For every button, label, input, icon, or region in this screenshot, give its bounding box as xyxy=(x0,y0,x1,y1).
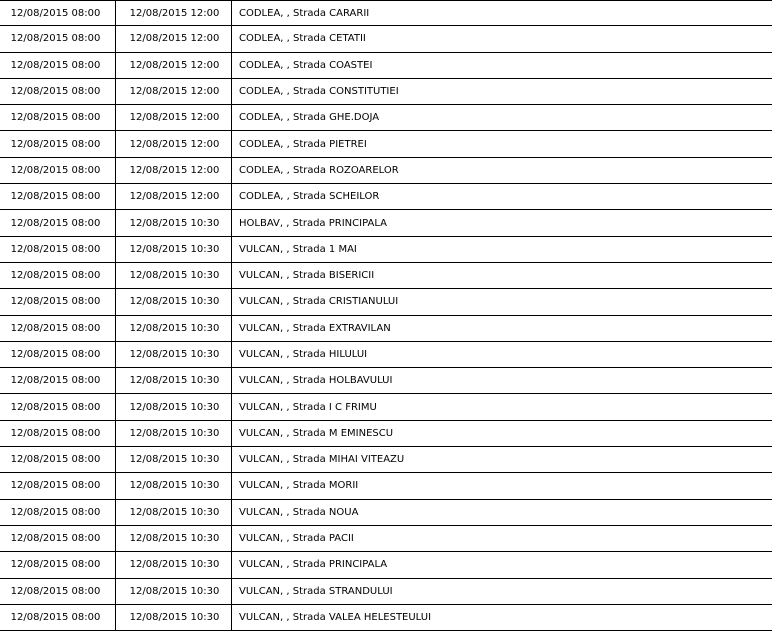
start-time-cell: 12/08/2015 08:00 xyxy=(0,263,116,288)
table-row xyxy=(0,552,772,578)
end-time-cell: 12/08/2015 10:30 xyxy=(116,447,232,472)
table-row xyxy=(0,421,772,447)
end-time-cell: 12/08/2015 10:30 xyxy=(116,316,232,341)
location-cell: CODLEA, , Strada CONSTITUTIEI xyxy=(239,86,399,98)
start-time-cell: 12/08/2015 08:00 xyxy=(0,605,116,630)
table-row xyxy=(0,53,772,79)
table-row xyxy=(0,500,772,526)
location-cell: VULCAN, , Strada EXTRAVILAN xyxy=(239,322,391,334)
end-time-cell: 12/08/2015 12:00 xyxy=(116,26,232,51)
start-time-cell: 12/08/2015 08:00 xyxy=(0,105,116,130)
location-cell: VULCAN, , Strada 1 MAI xyxy=(239,243,357,255)
start-time-cell: 12/08/2015 08:00 xyxy=(0,421,116,446)
table-row xyxy=(0,0,772,26)
start-time-cell: 12/08/2015 08:00 xyxy=(0,1,116,25)
start-time-cell: 12/08/2015 08:00 xyxy=(0,342,116,367)
location-cell: CODLEA, , Strada CETATII xyxy=(239,33,366,45)
end-time-cell: 12/08/2015 10:30 xyxy=(116,210,232,235)
start-time-cell: 12/08/2015 08:00 xyxy=(0,184,116,209)
start-time-cell: 12/08/2015 08:00 xyxy=(0,552,116,577)
end-time-cell: 12/08/2015 12:00 xyxy=(116,105,232,130)
start-time-cell: 12/08/2015 08:00 xyxy=(0,79,116,104)
end-time-cell: 12/08/2015 10:30 xyxy=(116,289,232,314)
end-time-cell: 12/08/2015 10:30 xyxy=(116,342,232,367)
start-time-cell: 12/08/2015 08:00 xyxy=(0,158,116,183)
table-row xyxy=(0,605,772,631)
location-cell: CODLEA, , Strada COASTEI xyxy=(239,59,373,71)
table-row xyxy=(0,131,772,157)
table-row xyxy=(0,289,772,315)
start-time-cell: 12/08/2015 08:00 xyxy=(0,394,116,419)
location-cell: VULCAN, , Strada HILULUI xyxy=(239,349,368,360)
location-cell: VULCAN, , Strada MORII xyxy=(239,480,359,492)
end-time-cell: 12/08/2015 12:00 xyxy=(116,1,232,25)
table-row xyxy=(0,26,772,52)
location-cell: HOLBAV, , Strada PRINCIPALA xyxy=(239,217,387,229)
start-time-cell: 12/08/2015 08:00 xyxy=(0,26,116,51)
start-time-cell: 12/08/2015 08:00 xyxy=(0,579,116,604)
end-time-cell: 12/08/2015 10:30 xyxy=(116,526,232,551)
table-row xyxy=(0,526,772,552)
location-cell: VULCAN, , Strada BISERICII xyxy=(239,270,375,282)
location-cell: VULCAN, , Strada CRISTIANULUI xyxy=(239,296,399,308)
location-cell: CODLEA, , Strada GHE.DOJA xyxy=(239,112,380,124)
end-time-cell: 12/08/2015 10:30 xyxy=(116,552,232,577)
location-cell: VULCAN, , Strada NOUA xyxy=(239,506,359,518)
table-row xyxy=(0,368,772,394)
location-cell: VULCAN, , Strada MIHAI VITEAZU xyxy=(239,454,405,466)
end-time-cell: 12/08/2015 12:00 xyxy=(116,184,232,209)
start-time-cell: 12/08/2015 08:00 xyxy=(0,500,116,525)
table-row xyxy=(0,316,772,342)
end-time-cell: 12/08/2015 12:00 xyxy=(116,79,232,104)
location-cell: VULCAN, , Strada M EMINESCU xyxy=(239,427,394,439)
table-row xyxy=(0,394,772,420)
table-row xyxy=(0,237,772,263)
end-time-cell: 12/08/2015 10:30 xyxy=(116,421,232,446)
start-time-cell: 12/08/2015 08:00 xyxy=(0,289,116,314)
start-time-cell: 12/08/2015 08:00 xyxy=(0,237,116,262)
table-row xyxy=(0,210,772,236)
location-cell: VULCAN, , Strada PRINCIPALA xyxy=(239,559,388,571)
table-row xyxy=(0,105,772,131)
end-time-cell: 12/08/2015 10:30 xyxy=(116,605,232,630)
end-time-cell: 12/08/2015 10:30 xyxy=(116,394,232,419)
location-cell: CODLEA, , Strada ROZOARELOR xyxy=(239,164,399,176)
end-time-cell: 12/08/2015 10:30 xyxy=(116,263,232,288)
end-time-cell: 12/08/2015 12:00 xyxy=(116,131,232,156)
end-time-cell: 12/08/2015 10:30 xyxy=(116,500,232,525)
start-time-cell: 12/08/2015 08:00 xyxy=(0,368,116,393)
location-cell: VULCAN, , Strada STRANDULUI xyxy=(239,585,393,597)
location-cell: VULCAN, , Strada VALEA HELESTEULUI xyxy=(239,611,432,623)
end-time-cell: 12/08/2015 10:30 xyxy=(116,473,232,498)
start-time-cell: 12/08/2015 08:00 xyxy=(0,473,116,498)
table-row xyxy=(0,579,772,605)
start-time-cell: 12/08/2015 08:00 xyxy=(0,131,116,156)
end-time-cell: 12/08/2015 12:00 xyxy=(116,158,232,183)
table-row xyxy=(0,447,772,473)
location-cell: CODLEA, , Strada PIETREI xyxy=(239,138,367,150)
table-row xyxy=(0,184,772,210)
start-time-cell: 12/08/2015 08:00 xyxy=(0,526,116,551)
start-time-cell: 12/08/2015 08:00 xyxy=(0,316,116,341)
end-time-cell: 12/08/2015 10:30 xyxy=(116,237,232,262)
table-row xyxy=(0,158,772,184)
location-cell: VULCAN, , Strada I C FRIMU xyxy=(239,401,377,413)
start-time-cell: 12/08/2015 08:00 xyxy=(0,447,116,472)
end-time-cell: 12/08/2015 12:00 xyxy=(116,53,232,78)
end-time-cell: 12/08/2015 10:30 xyxy=(116,579,232,604)
table-row xyxy=(0,342,772,368)
location-cell: VULCAN, , Strada HOLBAVULUI xyxy=(239,375,393,387)
location-cell: CODLEA, , Strada CARARII xyxy=(239,7,370,19)
start-time-cell: 12/08/2015 08:00 xyxy=(0,53,116,78)
table-row xyxy=(0,263,772,289)
location-cell: CODLEA, , Strada SCHEILOR xyxy=(239,191,380,203)
table-row xyxy=(0,79,772,105)
start-time-cell: 12/08/2015 08:00 xyxy=(0,210,116,235)
end-time-cell: 12/08/2015 10:30 xyxy=(116,368,232,393)
location-cell: VULCAN, , Strada PACII xyxy=(239,533,354,545)
table-row xyxy=(0,473,772,499)
